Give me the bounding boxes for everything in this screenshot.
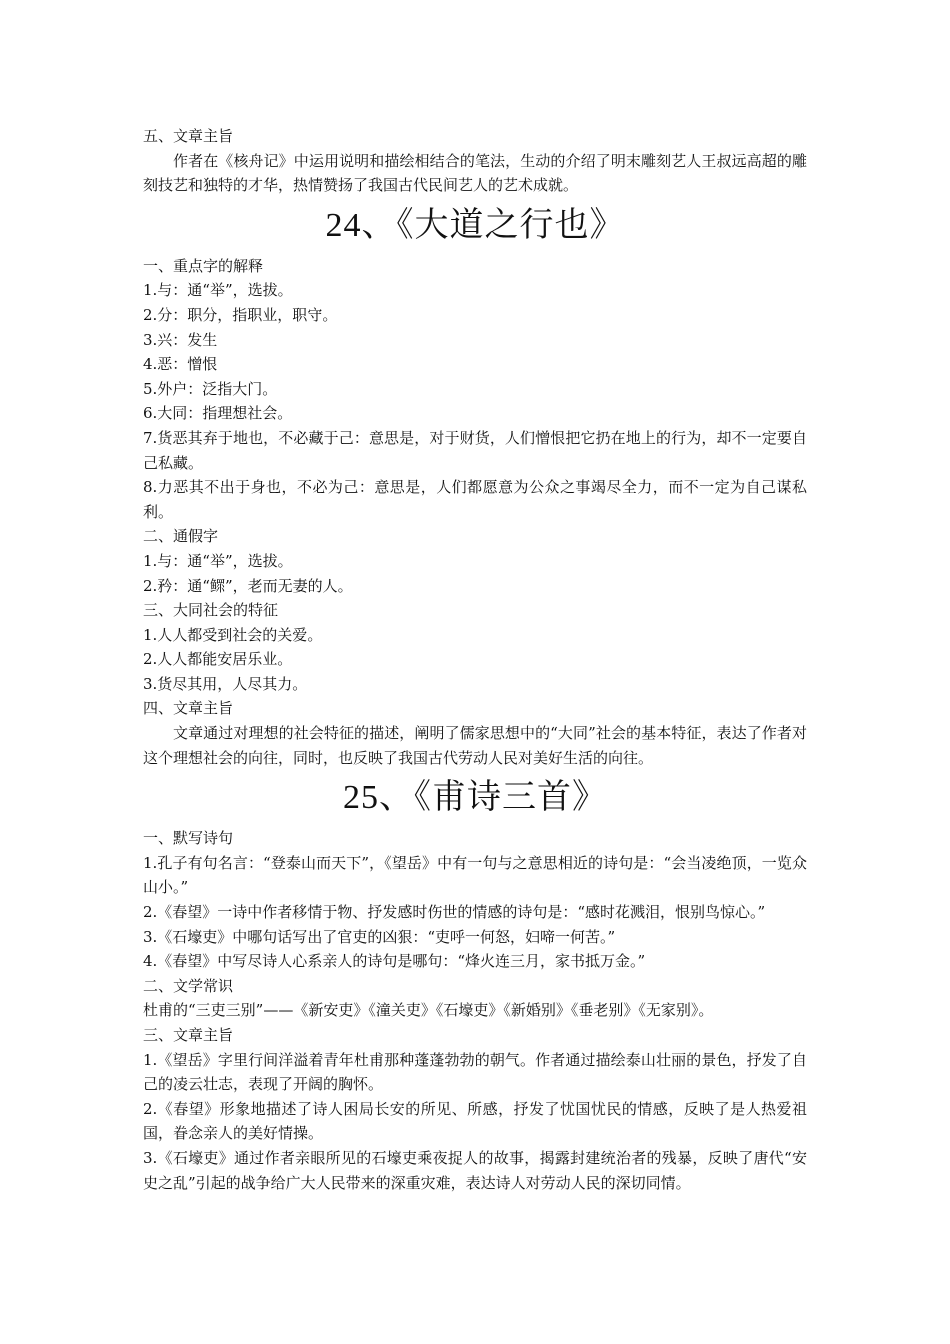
feature-item: 3.货尽其用，人尽其力。 xyxy=(143,674,308,693)
definition-item: 7.货恶其弃于地也，不必藏于己：意思是，对于财货，人们憎恨把它扔在地上的行为，却不一定要自己私藏。 xyxy=(143,428,807,472)
section-heading: 二、通假字 xyxy=(143,527,219,546)
chapter-title: 24、《大道之行也》 xyxy=(325,206,625,244)
tongjia-item: 1.与：通“举”，选拔。 xyxy=(143,551,293,570)
section-heading: 一、重点字的解释 xyxy=(143,256,264,275)
section-heading: 五、文章主旨 xyxy=(143,127,234,145)
definition-item: 4.恶：憎恨 xyxy=(143,355,218,374)
recite-item: 3.《石壕吏》中哪句话写出了官吏的凶狠：“吏呼一何怒，妇啼一何苦。” xyxy=(143,927,616,946)
definition-item: 6.大同：指理想社会。 xyxy=(143,404,293,423)
feature-item: 1.人人都受到社会的关爱。 xyxy=(143,625,323,644)
tongjia-item: 2.矜：通“鳏”，老而无妻的人。 xyxy=(143,576,353,595)
definition-item: 5.外户：泛指大门。 xyxy=(143,379,278,398)
chapter-title: 25、《甫诗三首》 xyxy=(343,779,607,817)
definition-item: 3.兴：发生 xyxy=(143,330,218,349)
theme-paragraph: 作者在《核舟记》中运用说明和描绘相结合的笔法，生动的介绍了明末雕刻艺人王叔远高超的雕刻技艺和独特的才华，热情赞扬了我国古代民间艺人的艺术成就。 xyxy=(143,151,807,195)
section-heading: 三、大同社会的特征 xyxy=(143,601,279,620)
feature-item: 2.人人都能安居乐业。 xyxy=(143,650,293,669)
document-page xyxy=(143,124,807,1195)
section-heading: 二、文学常识 xyxy=(143,976,234,995)
literature-note: 杜甫的“三吏三别”——《新安吏》《潼关吏》《石壕吏》《新婚别》《垂老别》《无家别》。 xyxy=(143,1001,714,1020)
definition-item: 1.与：通“举”，选拔。 xyxy=(143,281,293,300)
definition-item: 2.分：职分，指职业，职守。 xyxy=(143,305,338,324)
section-heading: 四、文章主旨 xyxy=(143,699,234,718)
definition-item: 8.力恶其不出于身也，不必为己：意思是，人们都愿意为公众之事竭尽全力，而不一定为自己谋私利。 xyxy=(143,478,807,521)
recite-item: 4.《春望》中写尽诗人心系亲人的诗句是哪句：“烽火连三月，家书抵万金。” xyxy=(143,952,646,971)
recite-item: 1.孔子有句名言：“登泰山而天下”，《望岳》中有一句与之意思相近的诗句是：“会当凌绝顶，一览众山小。” xyxy=(143,853,807,897)
section-heading: 三、文章主旨 xyxy=(143,1026,234,1044)
theme-item: 3.《石壕吏》通过作者亲眼所见的石壕吏乘夜捉人的故事，揭露封建统治者的残暴，反映了唐代“安史之乱”引起的战争给广大人民带来的深重灾难，表达诗人对劳动人民的深切同情。 xyxy=(143,1148,807,1192)
theme-item: 2.《春望》形象地描述了诗人困局长安的所见、所感，抒发了忧国忧民的情感，反映了是人热爱祖国，眷念亲人的美好情操。 xyxy=(143,1099,807,1143)
recite-item: 2.《春望》一诗中作者移情于物、抒发感时伤世的情感的诗句是：“感时花溅泪，恨别鸟惊心。” xyxy=(143,903,766,922)
theme-paragraph: 文章通过对理想的社会特征的描述，阐明了儒家思想中的“大同”社会的基本特征，表达了作者对这个理想社会的向往，同时，也反映了我国古代劳动人民对美好生活的向往。 xyxy=(143,724,807,767)
section-heading: 一、默写诗句 xyxy=(143,829,234,848)
theme-item: 1.《望岳》字里行间洋溢着青年杜甫那种蓬蓬勃勃的朝气。作者通过描绘泰山壮丽的景色，抒发了自己的凌云壮志，表现了开阔的胸怀。 xyxy=(143,1050,807,1094)
